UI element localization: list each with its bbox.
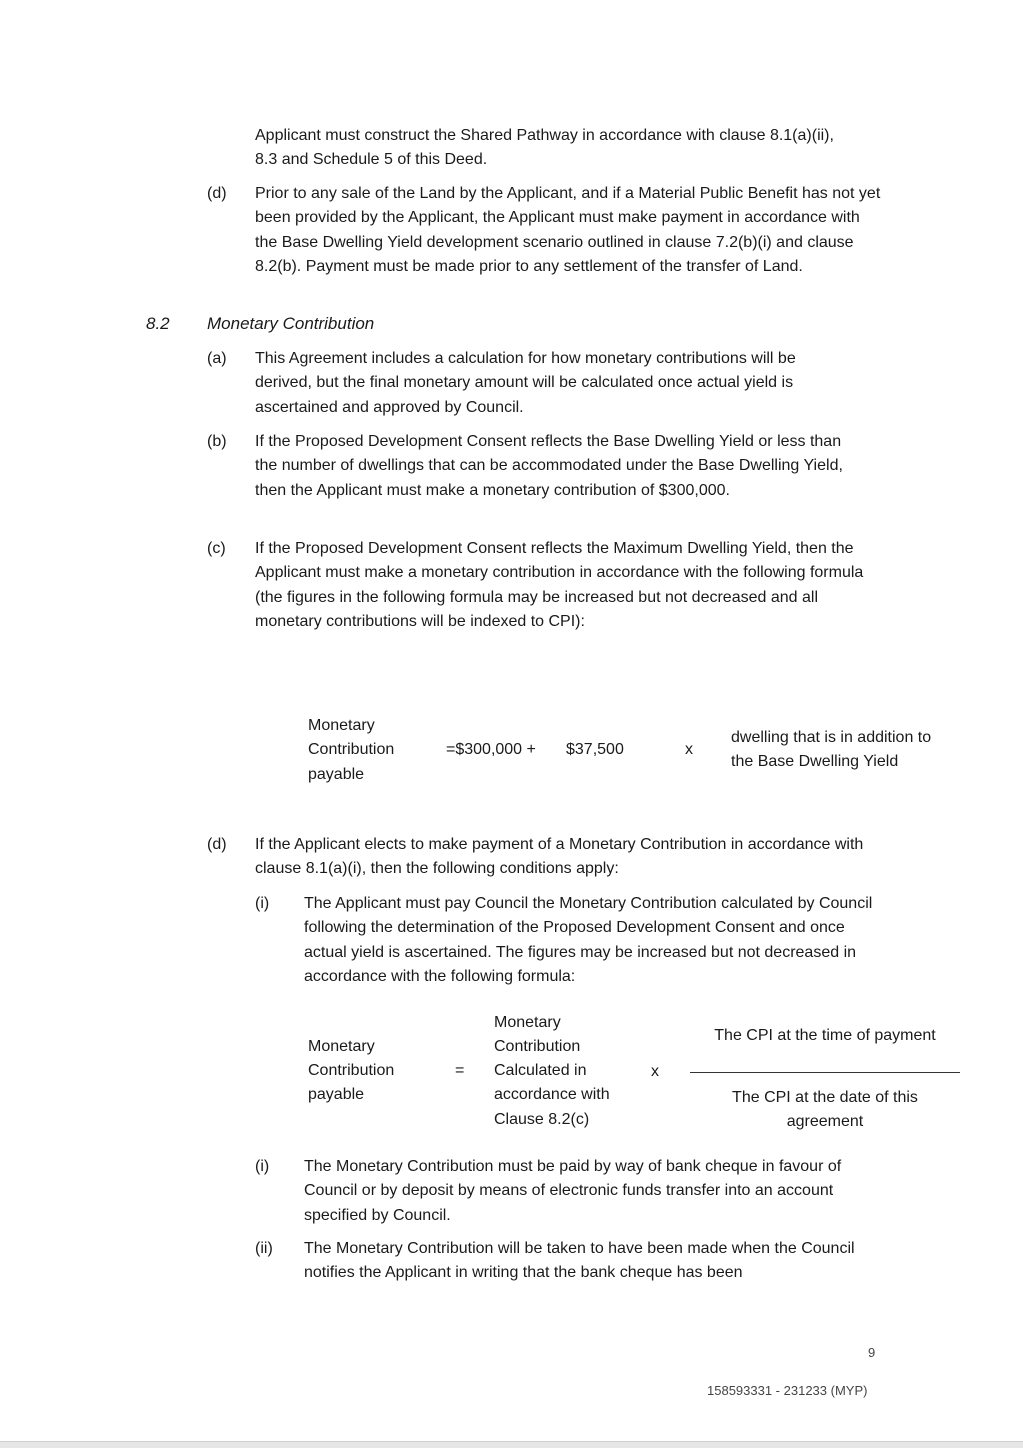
formula1-rhs-line2: the Base Dwelling Yield: [731, 753, 899, 770]
clause-a-text: This Agreement includes a calculation for how monetary contributions will be derived, but the final monetary amount will be calculated once actual yield is ascertained and approved by Council.: [255, 350, 796, 416]
formula1-base-amount: =$300,000 +: [446, 741, 536, 758]
clause-8-1-d-text: Prior to any sale of the Land by the Applicant, and if a Material Public Benefit has not yet been provided by the Applicant, the Applicant must make payment in accordance with the Base Dwelling Yield development scenario outlined in clause 7.2(b)(i) and clause 8.2(b). Payment must be made prior to any settlement of the transfer of Land.: [255, 185, 881, 275]
sub-i-text: The Applicant must pay Council the Monetary Contribution calculated by Council following the determination of the Proposed Development Consent and once actual yield is ascertained. The figures may be increased but not decreased in accordance with the following formula:: [304, 895, 873, 985]
sub-i-label: (i): [255, 895, 270, 912]
formula2-lhs-line2: Contribution: [308, 1062, 395, 1079]
formula1-lhs-line1: Monetary: [308, 717, 375, 734]
sub-ii-label: (ii): [255, 1240, 273, 1257]
document-reference: 158593331 - 231233 (MYP): [707, 1383, 868, 1398]
formula2-middle-line2: Contribution: [494, 1038, 581, 1055]
clause-c-text: If the Proposed Development Consent reflects the Maximum Dwelling Yield, then the Applicant must make a monetary contribution in accordance with the following formula (the figures in the following formula may be increased but not decreased and all monetary contributions will be indexed to CPI):: [255, 540, 864, 630]
clause-b-label: (b): [207, 433, 227, 450]
formula1-rhs-line1: dwelling that is in addition to: [731, 729, 932, 746]
formula2-denominator-line1: The CPI at the date of this: [732, 1089, 918, 1106]
intro-paragraph: Applicant must construct the Shared Pathway in accordance with clause 8.1(a)(ii), 8.3 and Schedule 5 of this Deed.: [255, 127, 834, 169]
clause-8-1-d-label: (d): [207, 185, 227, 202]
sub-ii-text: The Monetary Contribution will be taken to have been made when the Council notifies the Applicant in writing that the bank cheque has been: [304, 1240, 855, 1282]
clause-c-label: (c): [207, 540, 226, 557]
formula1-lhs-line3: payable: [308, 766, 365, 783]
formula2-fraction-bar: [690, 1072, 960, 1073]
formula2-equals: =: [455, 1062, 465, 1079]
clause-d-text: If the Applicant elects to make payment of a Monetary Contribution in accordance with clause 8.1(a)(i), then the following conditions apply:: [255, 836, 864, 878]
page-number: 9: [868, 1345, 876, 1360]
section-number: 8.2: [146, 314, 170, 333]
formula1-lhs-line2: Contribution: [308, 741, 395, 758]
section-title: Monetary Contribution: [207, 314, 375, 333]
formula2-numerator: The CPI at the time of payment: [714, 1027, 936, 1044]
formula2-middle-line3: Calculated in: [494, 1062, 587, 1079]
formula1-rate: $37,500: [566, 741, 624, 758]
clause-b-text: If the Proposed Development Consent reflects the Base Dwelling Yield or less than the number of dwellings that can be accommodated under the Base Dwelling Yield, then the Applicant must make a monetary contribution of $300,000.: [255, 433, 843, 499]
formula2-lhs-line3: payable: [308, 1086, 365, 1103]
clause-d-label: (d): [207, 836, 227, 853]
formula2-denominator-line2: agreement: [786, 1113, 864, 1130]
formula2-times: x: [651, 1063, 659, 1080]
sub-i-2-label: (i): [255, 1158, 270, 1175]
formula2-middle-line1: Monetary: [494, 1014, 561, 1031]
sub-i-2-text: The Monetary Contribution must be paid by way of bank cheque in favour of Council or by deposit by means of electronic funds transfer into an account specified by Council.: [304, 1158, 842, 1224]
formula2-lhs-line1: Monetary: [308, 1038, 375, 1055]
clause-a-label: (a): [207, 350, 227, 367]
formula1-times: x: [685, 741, 693, 758]
formula2-middle-line4: accordance with: [494, 1086, 610, 1103]
formula2-middle-line5: Clause 8.2(c): [494, 1111, 590, 1128]
